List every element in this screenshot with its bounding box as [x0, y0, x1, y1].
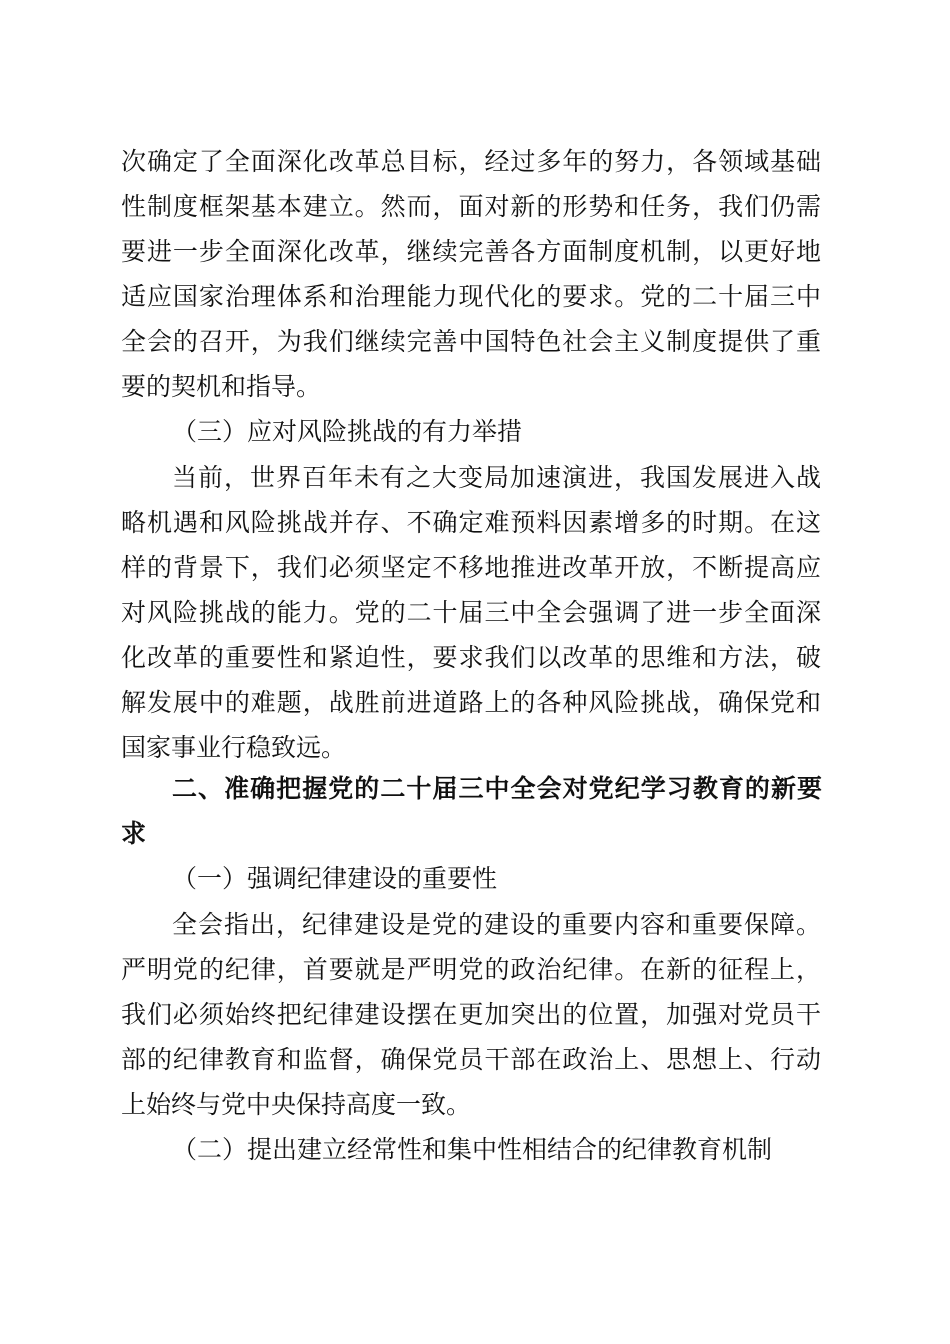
subheading-discipline-importance: （一）强调纪律建设的重要性 — [172, 864, 498, 893]
paragraph-line: 解发展中的难题，战胜前进道路上的各种风险挑战，确保党和 — [121, 688, 821, 717]
paragraph-line: 全会的召开，为我们继续完善中国特色社会主义制度提供了重 — [121, 327, 821, 356]
paragraph-line: 适应国家治理体系和治理能力现代化的要求。党的二十届三中 — [121, 282, 821, 311]
paragraph-line: 要进一步全面深化改革，继续完善各方面制度机制，以更好地 — [121, 237, 821, 266]
paragraph-line: 性制度框架基本建立。然而，面对新的形势和任务，我们仍需 — [121, 192, 821, 221]
paragraph-line: 部的纪律教育和监督，确保党员干部在政治上、思想上、行动 — [121, 1045, 821, 1074]
paragraph-line: 上始终与党中央保持高度一致。 — [121, 1090, 472, 1119]
paragraph-line: 样的背景下，我们必须坚定不移地推进改革开放，不断提高应 — [121, 553, 821, 582]
section-heading: 二、准确把握党的二十届三中全会对党纪学习教育的新要 — [172, 774, 822, 803]
paragraph-line: 对风险挑战的能力。党的二十届三中全会强调了进一步全面深 — [121, 598, 821, 627]
paragraph-line: 我们必须始终把纪律建设摆在更加突出的位置，加强对党员干 — [121, 1000, 821, 1029]
paragraph-line: 国家事业行稳致远。 — [121, 733, 347, 762]
paragraph-line: 次确定了全面深化改革总目标，经过多年的努力，各领域基础 — [121, 147, 821, 176]
subheading-risk-measures: （三）应对风险挑战的有力举措 — [172, 417, 523, 446]
paragraph-line: 要的契机和指导。 — [121, 372, 322, 401]
section-heading-continuation: 求 — [121, 819, 147, 848]
paragraph-line: 略机遇和风险挑战并存、不确定难预料因素增多的时期。在这 — [121, 508, 821, 537]
paragraph-line: 化改革的重要性和紧迫性，要求我们以改革的思维和方法，破 — [121, 643, 821, 672]
subheading-education-mechanism: （二）提出建立经常性和集中性相结合的纪律教育机制 — [172, 1135, 773, 1164]
paragraph-line: 全会指出，纪律建设是党的建设的重要内容和重要保障。 — [172, 910, 821, 939]
paragraph-line: 当前，世界百年未有之大变局加速演进，我国发展进入战 — [172, 463, 821, 492]
paragraph-line: 严明党的纪律，首要就是严明党的政治纪律。在新的征程上， — [121, 955, 821, 984]
